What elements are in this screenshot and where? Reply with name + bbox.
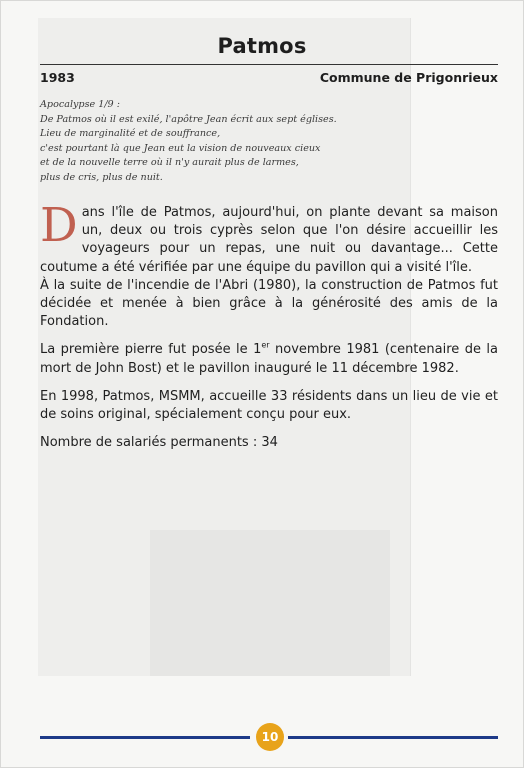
page-title: Patmos — [217, 34, 307, 58]
footer-rule-left — [40, 736, 250, 739]
commune-label: Commune de Prigonrieux — [319, 70, 498, 85]
page-number-badge: 10 — [256, 723, 284, 751]
paragraph-residents: En 1998, Patmos, MSMM, accueille 33 résidents dans un lieu de vie et de soins original, spécialement conçu pour eux. — [40, 388, 498, 423]
drop-cap: D — [40, 198, 78, 253]
body-text — [40, 198, 498, 462]
paragraph-staff: Nombre de salariés permanents : 34 — [40, 435, 278, 451]
footer-rule-right — [288, 736, 498, 739]
paragraph-first-stone — [40, 341, 498, 377]
first-stone-text-b: novembre 1981 (centenaire de la mort de John Bost) et le pavillon inauguré le 11 décembre 1982. — [40, 342, 498, 376]
title-rule — [40, 64, 498, 65]
background-photo-shadow — [150, 530, 390, 676]
epigraph-quote — [40, 98, 360, 186]
year-label: 1983 — [40, 70, 75, 85]
quote-line: Lieu de marginalité et de souffrance, — [40, 128, 221, 140]
quote-line: Apocalypse 1/9 : — [40, 99, 120, 110]
first-stone-text-a: La première pierre fut posée le 1 — [40, 342, 262, 358]
quote-line: plus de cris, plus de nuit. — [40, 171, 163, 183]
quote-line: c'est pourtant là que Jean eut la vision de nouveaux cieux — [40, 142, 321, 154]
paragraph-intro — [40, 198, 498, 277]
quote-line: De Patmos où il est exilé, l'apôtre Jean écrit aux sept églises. — [40, 113, 337, 125]
ordinal-superscript: er — [261, 341, 270, 351]
quote-line: et de la nouvelle terre où il n'y aurait plus de larmes, — [40, 157, 299, 169]
paragraph-intro-text: ans l'île de Patmos, aujourd'hui, on plante devant sa maison un, deux ou trois cyprès selon que l'on désire accueillir les voyageurs pour un repas, une nuit ou davantage... Cette coutume a été vérifiée par une équipe du pavillon qui a visité l'île. — [40, 205, 498, 275]
paragraph-construction: À la suite de l'incendie de l'Abri (1980), la construction de Patmos fut décidée et menée à bien grâce à la générosité des amis de la Fondation. — [40, 277, 498, 330]
